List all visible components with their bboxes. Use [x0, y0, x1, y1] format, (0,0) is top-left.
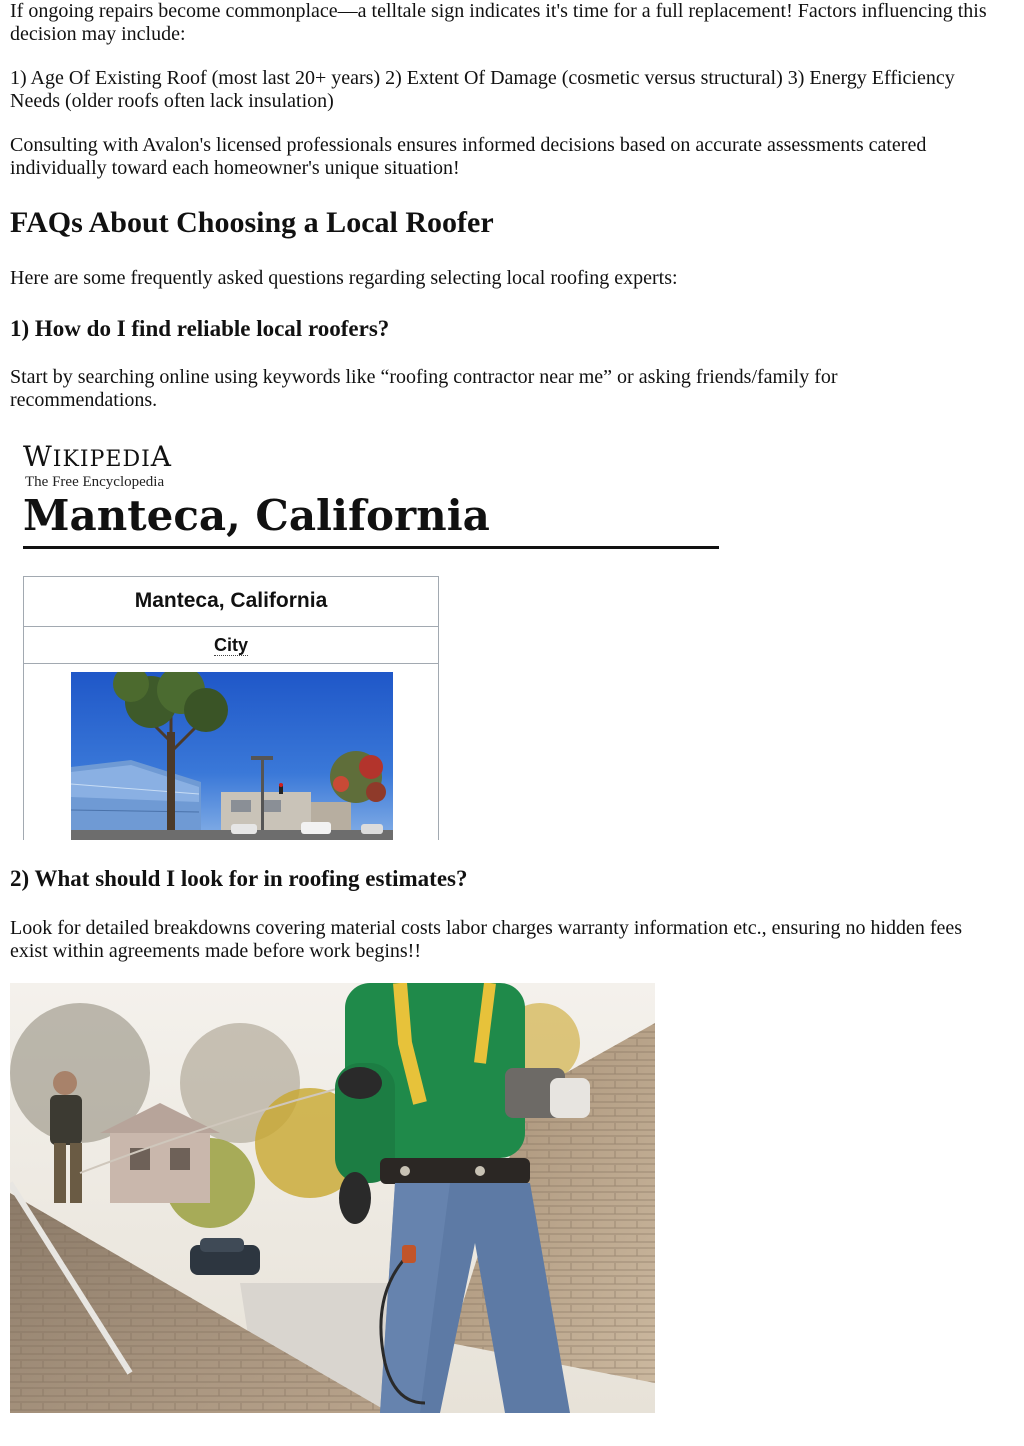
wikipedia-embed [23, 440, 723, 840]
manteca-city-photo [71, 672, 393, 840]
infobox-type[interactable] [24, 627, 438, 664]
wikipedia-wordmark: WIKIPEDIA [23, 440, 173, 473]
wikipedia-infobox [23, 576, 439, 840]
infobox-title: Manteca, California [24, 577, 438, 627]
faq-answer-2: Look for detailed breakdowns covering material costs labor charges warranty information etc., ensuring no hidden fees exist within agreements made before work begins!! [10, 917, 963, 962]
faq-question-1: 1) How do I find reliable local roofers? [10, 316, 390, 341]
faq-question-2: 2) What should I look for in roofing estimates? [10, 866, 468, 891]
wikipedia-title-rule [23, 546, 719, 549]
intro-paragraph-3: Consulting with Avalon's licensed professionals ensures informed decisions based on accurate assessments catered individually toward each homeowner's unique situation! [10, 134, 927, 179]
wikipedia-article-title: Manteca, California [23, 491, 490, 540]
intro-paragraph-2: 1) Age Of Existing Roof (most last 20+ years) 2) Extent Of Damage (cosmetic versus structural) 3) Energy Efficiency Needs (older roofs often lack insulation) [10, 67, 955, 112]
faq-intro: Here are some frequently asked questions regarding selecting local roofing experts: [10, 267, 678, 289]
intro-paragraph-1: If ongoing repairs become commonplace—a telltale sign indicates it's time for a full replacement! Factors influencing this decision may include: [10, 0, 987, 45]
infobox-type-link[interactable]: City [213, 635, 248, 655]
wikipedia-tagline: The Free Encyclopedia [25, 474, 165, 490]
faq-answer-1: Start by searching online using keywords like “roofing contractor near me” or asking friends/family for recommendations. [10, 366, 838, 411]
faq-heading: FAQs About Choosing a Local Roofer [10, 206, 494, 239]
roofers-on-roof-photo [10, 983, 655, 1413]
